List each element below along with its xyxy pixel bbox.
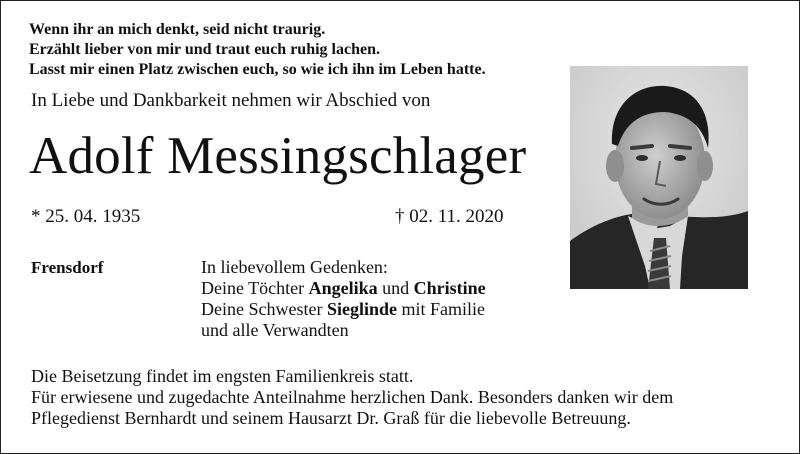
sister-name: Sieglinde (326, 299, 397, 319)
sister-line (201, 299, 486, 320)
daughter-name-1: Angelika (308, 278, 378, 298)
death-date: † 02. 11. 2020 (395, 206, 504, 227)
relatives-line: und alle Verwandten (201, 320, 349, 340)
conjunction: und (377, 278, 414, 298)
mourners-heading: In liebevollem Gedenken: (201, 257, 388, 277)
sister-prefix: Deine Schwester (201, 299, 327, 319)
closing-line-3: Pflegedienst Bernhardt und seinem Hausarzt Dr. Graß für die liebevolle Betreuung. (31, 408, 631, 428)
mourners-list (201, 257, 486, 341)
closing-line-2: Für erwiesene und zugedachte Anteilnahme herzlichen Dank. Besonders danken wir dem (31, 387, 674, 407)
verse-line-1: Wenn ihr an mich denkt, seid nicht traurig. (29, 21, 326, 38)
portrait-photo (570, 66, 748, 289)
birth-date: * 25. 04. 1935 (31, 206, 141, 227)
daughters-line (201, 278, 486, 299)
portrait-icon (570, 66, 748, 289)
hometown: Frensdorf (31, 258, 104, 277)
sister-suffix: mit Familie (396, 299, 485, 319)
farewell-intro: In Liebe und Dankbarkeit nehmen wir Abschied von (31, 90, 431, 111)
closing-text (31, 366, 673, 429)
verse-line-2: Erzählt lieber von mir und traut euch ruhig lachen. (29, 41, 380, 58)
closing-line-1: Die Beisetzung findet im engsten Familienkreis statt. (31, 366, 414, 386)
verse-line-3: Lasst mir einen Platz zwischen euch, so wie ich ihn im Leben hatte. (29, 61, 486, 78)
memorial-verse (29, 20, 486, 80)
deceased-name: Adolf Messingschlager (29, 127, 527, 185)
daughters-prefix: Deine Töchter (201, 278, 309, 298)
daughter-name-2: Christine (413, 278, 486, 298)
